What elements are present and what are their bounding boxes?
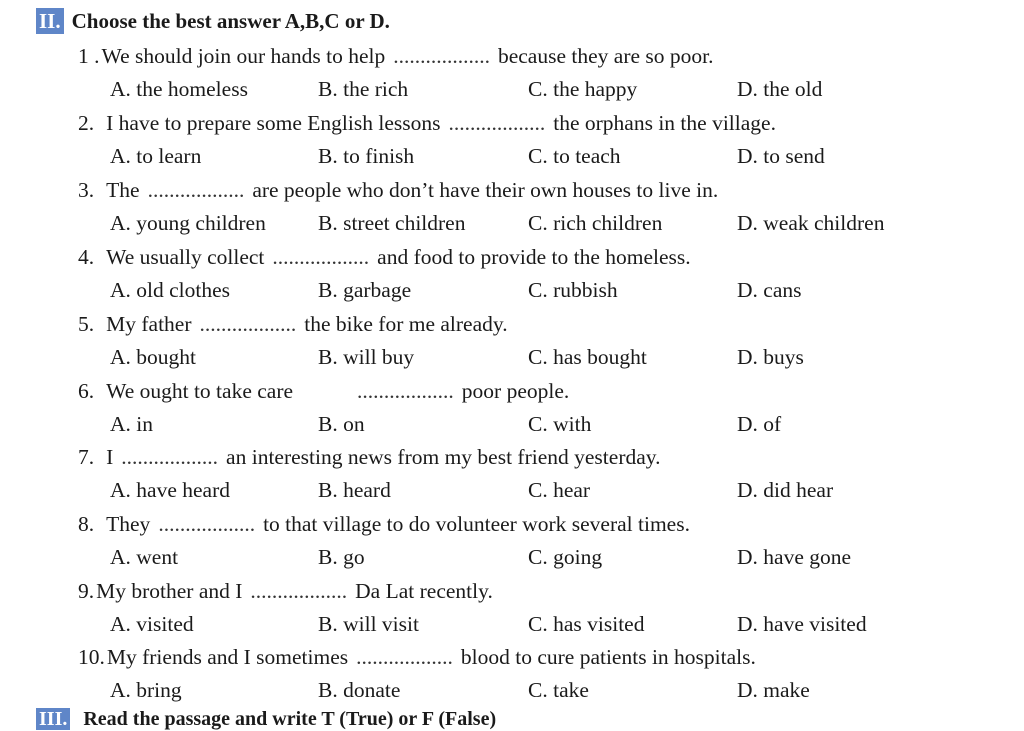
question-stem [78,508,690,540]
question-stem [78,107,776,139]
question-stem [78,40,713,72]
answer-blank[interactable]: .................. [356,645,453,669]
option-a[interactable]: A. bought [110,345,196,369]
option-a[interactable]: A. have heard [110,478,230,502]
question-number: 3. [78,178,95,202]
question-stem [78,241,691,273]
question-number: 9. [78,579,95,603]
option-b[interactable]: B. to finish [318,144,415,168]
question-text-before: My friends and I sometimes [106,645,349,669]
option-c[interactable]: C. going [528,545,603,569]
option-c[interactable]: C. take [528,678,589,702]
question-text-before: I [106,445,114,469]
answer-blank[interactable]: .................. [199,312,297,336]
answer-blank[interactable]: .................. [357,379,454,403]
section-title: Choose the best answer A,B,C or D. [71,8,390,33]
question-text-after: because they are so poor. [497,44,714,68]
answer-blank[interactable]: .................. [448,111,546,135]
answer-blank[interactable]: .................. [393,44,490,68]
question-text-after: the bike for me already. [304,312,508,336]
option-b[interactable]: B. garbage [318,278,412,302]
question-5 [0,308,1024,369]
option-a[interactable]: A. old clothes [110,278,231,302]
option-c[interactable]: C. has bought [528,345,647,369]
answer-blank[interactable]: .................. [250,579,348,603]
question-number: 10. [78,645,105,669]
option-b[interactable]: B. donate [318,678,401,702]
option-a[interactable]: A. to learn [110,144,202,168]
question-stem [78,174,718,206]
question-text-after: the orphans in the village. [553,111,776,135]
option-a[interactable]: A. in [110,412,153,436]
question-text-after: to that village to do volunteer work several times. [263,512,690,536]
option-b[interactable]: B. will buy [318,345,415,369]
section-number: II. [36,8,64,34]
option-c[interactable]: C. rich children [528,211,663,235]
question-3 [0,174,1024,235]
option-b[interactable]: B. will visit [318,612,419,636]
option-b[interactable]: B. the rich [318,77,409,101]
option-a[interactable]: A. the homeless [110,77,248,101]
option-c[interactable]: C. to teach [528,144,621,168]
question-2 [0,107,1024,168]
answer-blank[interactable]: .................. [158,512,256,536]
option-c[interactable]: C. rubbish [528,278,618,302]
option-c[interactable]: C. the happy [528,77,638,101]
option-a[interactable]: A. young children [110,211,266,235]
question-number: 2. [78,111,95,135]
question-1 [0,40,1024,101]
option-d[interactable]: D. of [737,412,782,436]
answer-blank[interactable]: .................. [272,245,370,269]
next-section-title: Read the passage and write T (True) or F (False) [83,708,497,730]
question-number: 7. [78,445,95,469]
question-text-after: are people who don’t have their own houses to live in. [252,178,719,202]
option-d[interactable]: D. did hear [737,478,834,502]
question-stem [78,441,661,473]
question-text-before: My brother and I [96,579,243,603]
question-4 [0,241,1024,302]
question-text-before: We should join our hands to help [101,44,386,68]
option-d[interactable]: D. make [737,678,810,702]
question-number: 5. [78,312,95,336]
option-d[interactable]: D. weak children [737,211,885,235]
option-d[interactable]: D. have gone [737,545,852,569]
question-stem [78,375,569,407]
option-d[interactable]: D. have visited [737,612,867,636]
option-b[interactable]: B. heard [318,478,391,502]
question-text-after: poor people. [461,379,570,403]
question-number: 4. [78,245,95,269]
question-text-after: an interesting news from my best friend yesterday. [226,445,661,469]
section-heading [36,6,390,36]
question-text-before: I have to prepare some English lessons [106,111,441,135]
question-text-before: They [106,512,151,536]
option-a[interactable]: A. went [110,545,179,569]
option-c[interactable]: C. with [528,412,592,436]
option-c[interactable]: C. has visited [528,612,645,636]
question-text-before: The [106,178,140,202]
option-b[interactable]: B. on [318,412,365,436]
option-a[interactable]: A. visited [110,612,194,636]
question-number: 6. [78,379,95,403]
question-number: 1 . [78,44,100,68]
question-stem [78,575,493,607]
answer-blank[interactable]: .................. [121,445,219,469]
question-stem [78,308,508,340]
option-b[interactable]: B. go [318,545,365,569]
option-b[interactable]: B. street children [318,211,466,235]
question-text-before: My father [106,312,192,336]
question-text-before: We ought to take care [106,379,294,403]
question-7 [0,441,1024,502]
option-a[interactable]: A. bring [110,678,182,702]
question-8 [0,508,1024,569]
question-text-after: and food to provide to the homeless. [377,245,691,269]
option-d[interactable]: D. cans [737,278,802,302]
question-number: 8. [78,512,95,536]
answer-blank[interactable]: .................. [147,178,245,202]
next-section-number: III. [36,708,70,730]
question-10 [0,641,1024,702]
option-d[interactable]: D. to send [737,144,825,168]
question-6 [0,375,1024,436]
question-text-before: We usually collect [106,245,265,269]
next-section-heading [36,708,496,731]
question-stem [78,641,756,673]
question-9 [0,575,1024,636]
option-d[interactable]: D. the old [737,77,823,101]
question-text-after: Da Lat recently. [355,579,493,603]
option-d[interactable]: D. buys [737,345,804,369]
question-text-after: blood to cure patients in hospitals. [460,645,756,669]
option-c[interactable]: C. hear [528,478,591,502]
